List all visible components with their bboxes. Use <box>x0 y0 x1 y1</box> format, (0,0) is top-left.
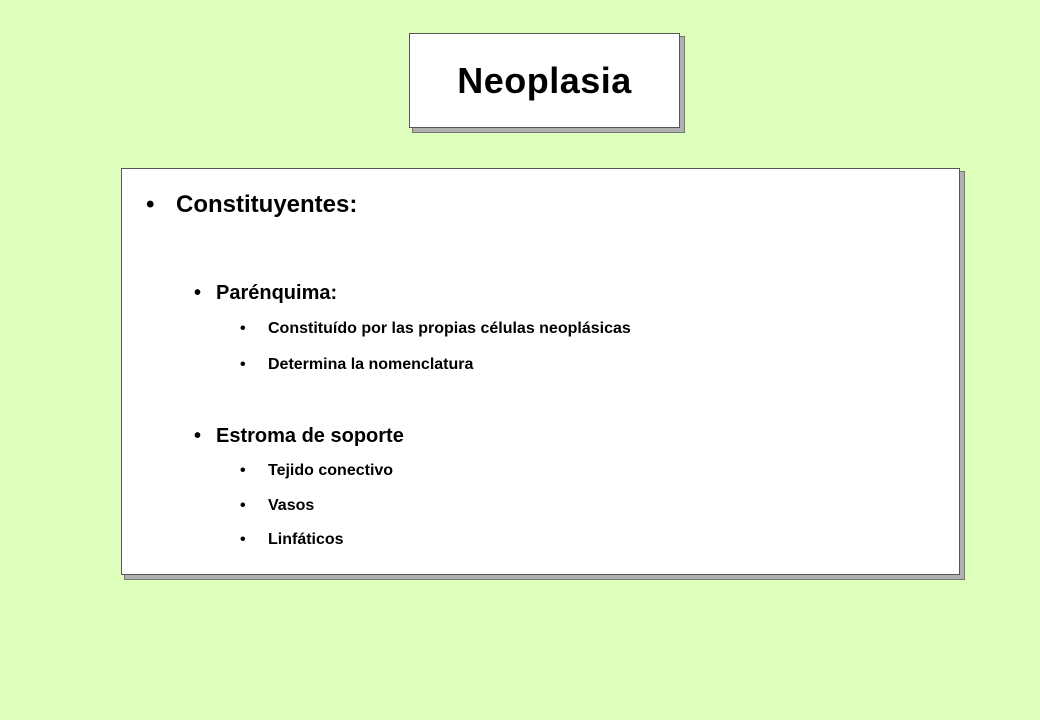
list-item <box>240 531 344 549</box>
bullet-icon: • <box>240 531 246 548</box>
list-item-text: Determina la nomenclatura <box>268 356 474 373</box>
list-item <box>240 497 314 515</box>
list-item <box>240 320 631 338</box>
bullet-estroma <box>194 425 404 448</box>
list-item-text: Vasos <box>268 497 315 514</box>
bullet-icon: • <box>240 497 246 514</box>
title-box <box>409 33 680 128</box>
list-item-text: Tejido conectivo <box>268 462 394 479</box>
slide-title: Neoplasia <box>457 59 632 101</box>
bullet-icon: • <box>146 191 155 218</box>
section-label-parenquima: Parénquima: <box>216 282 338 304</box>
section-label-estroma: Estroma de soporte <box>216 425 404 447</box>
list-item <box>240 356 473 374</box>
bullet-icon: • <box>194 282 202 304</box>
list-item-text: Constituído por las propias células neoplásicas <box>268 320 631 337</box>
list-item <box>240 462 393 480</box>
bullet-icon: • <box>194 425 202 447</box>
heading-constituyentes: Constituyentes: <box>176 191 358 218</box>
bullet-icon: • <box>240 356 246 373</box>
content-box <box>121 168 960 575</box>
bullet-constituyentes <box>146 191 357 219</box>
bullet-icon: • <box>240 320 246 337</box>
list-item-text: Linfáticos <box>268 531 344 548</box>
bullet-parenquima <box>194 282 337 305</box>
bullet-icon: • <box>240 462 246 479</box>
